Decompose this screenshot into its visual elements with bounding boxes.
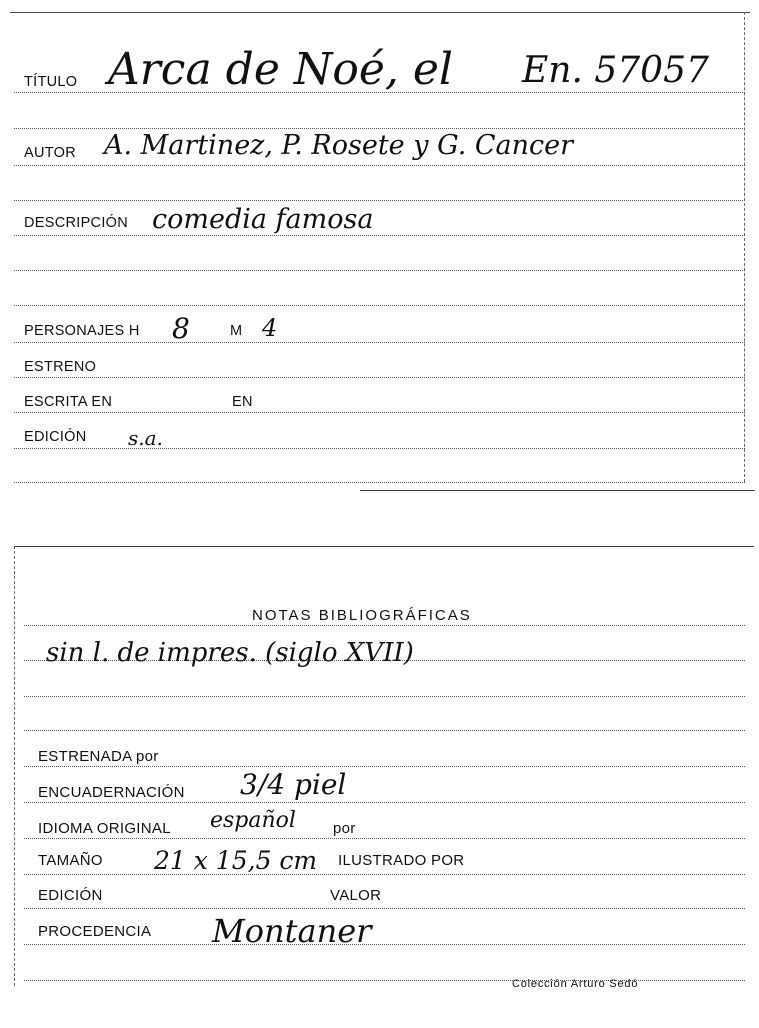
autor-value: A. Martinez, P. Rosete y G. Cancer: [104, 130, 574, 161]
edicion-line: [14, 448, 745, 449]
valor-label: VALOR: [330, 887, 382, 904]
card-bottom-edge: [360, 490, 755, 491]
ilustrado-label: ILUSTRADO POR: [338, 852, 465, 869]
rule-line: [24, 730, 745, 731]
descripcion-value: comedia famosa: [152, 204, 374, 235]
idioma-line: [24, 838, 745, 839]
estreno-label: ESTRENO: [24, 359, 97, 375]
escrita-label: ESCRITA EN: [24, 394, 113, 410]
card-top-edge: [14, 546, 754, 547]
edicion-value: s.a.: [128, 426, 163, 450]
procedencia-value: Montaner: [212, 912, 372, 950]
encuadernacion-value: 3/4 piel: [240, 768, 347, 801]
rule-line: [14, 200, 745, 201]
collection-footer: Colección Arturo Sedó: [512, 978, 639, 990]
titulo-label: TÍTULO: [24, 74, 78, 90]
descripcion-line: [14, 235, 745, 236]
edicion-line: [24, 908, 745, 909]
encuadernacion-line: [24, 802, 745, 803]
card-left-edge: [14, 546, 15, 986]
idioma-label: IDIOMA ORIGINAL: [38, 820, 171, 837]
notas-heading: NOTAS BIBLIOGRÁFICAS: [252, 607, 472, 624]
por-label: por: [333, 820, 356, 837]
procedencia-label: PROCEDENCIA: [38, 923, 152, 940]
idioma-value: español: [210, 808, 296, 833]
rule-line: [14, 305, 745, 306]
estrenada-line: [24, 766, 745, 767]
personajes-m-label: M: [230, 323, 243, 339]
descripcion-label: DESCRIPCIÓN: [24, 215, 129, 231]
edicion-label: EDICIÓN: [24, 429, 87, 445]
escrita-line: [14, 412, 745, 413]
tamano-value: 21 x 15,5 cm: [154, 846, 318, 875]
catalog-card-bottom: [0, 540, 759, 1010]
rule-line: [14, 482, 745, 483]
autor-label: AUTOR: [24, 145, 76, 161]
estrenada-label: ESTRENADA por: [38, 748, 159, 765]
autor-line: [14, 165, 745, 166]
tamano-label: TAMAÑO: [38, 852, 103, 869]
edicion-label: EDICIÓN: [38, 887, 103, 904]
rule-line: [14, 270, 745, 271]
personajes-label: PERSONAJES H: [24, 323, 140, 339]
catalog-card-top: [0, 0, 759, 500]
rule-line: [14, 128, 745, 129]
rule-line: [24, 625, 745, 626]
card-top-edge: [10, 12, 750, 13]
estreno-line: [14, 377, 745, 378]
notes-value: sin l. de impres. (siglo XVII): [46, 638, 414, 668]
encuadernacion-label: ENCUADERNACIÓN: [38, 784, 185, 801]
procedencia-line: [24, 944, 745, 945]
en-label: EN: [232, 394, 253, 410]
personajes-m-value: 4: [262, 314, 278, 342]
personajes-h-value: 8: [172, 312, 190, 345]
personajes-line: [14, 342, 745, 343]
titulo-value: Arca de Noé, el: [108, 44, 453, 95]
rule-line: [24, 696, 745, 697]
tamano-line: [24, 874, 745, 875]
catalog-number: En. 57057: [522, 50, 709, 91]
